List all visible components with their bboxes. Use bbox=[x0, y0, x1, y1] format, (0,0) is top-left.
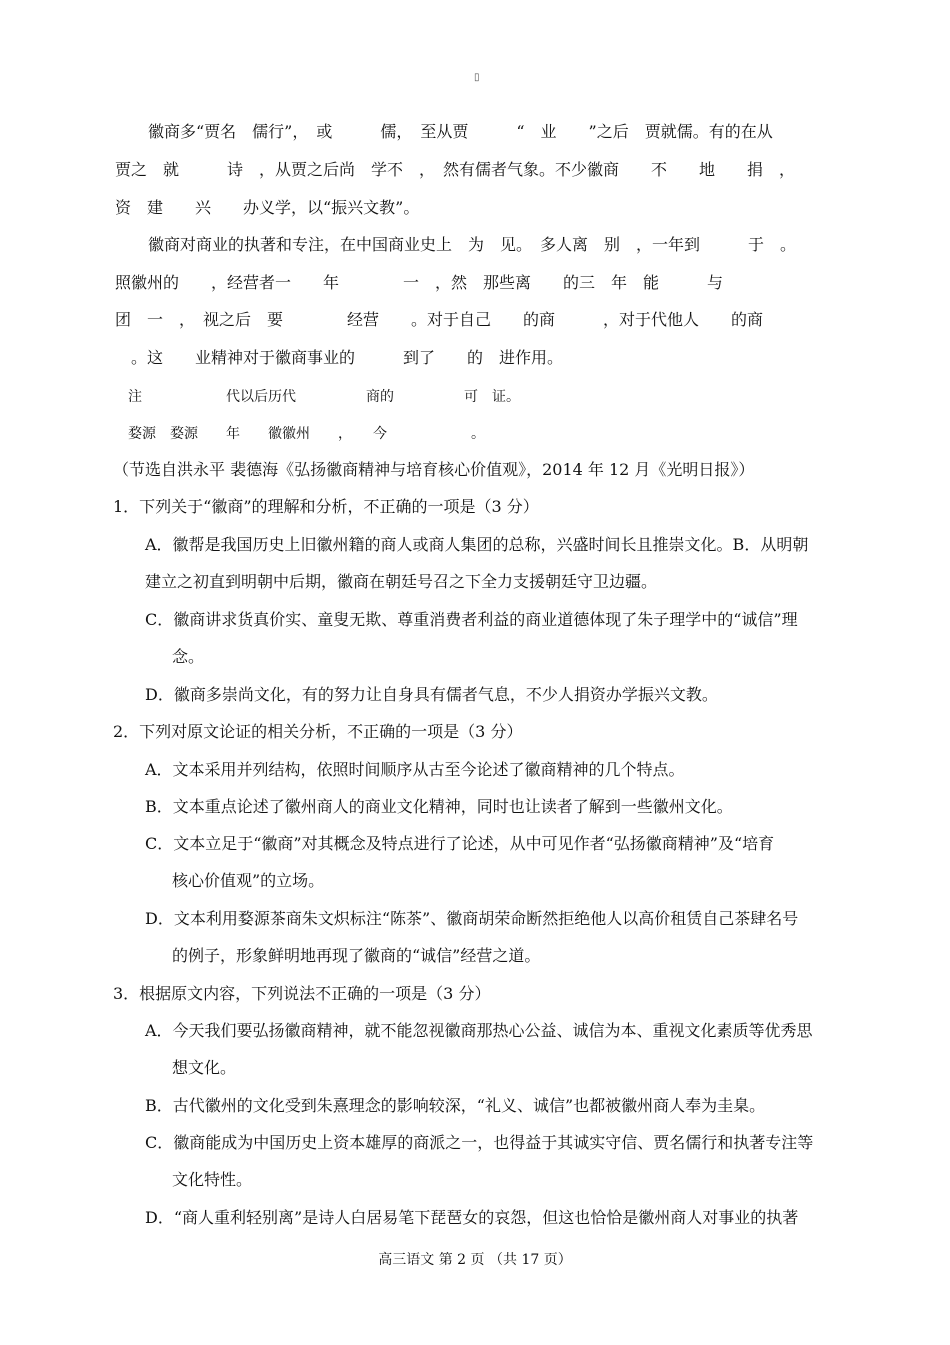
question-1-line: D．徽商多崇尚文化，有的努力让自身具有儒者气息，不少人捐资办学振兴文教。 bbox=[145, 685, 718, 704]
question-1-stem: 1．下列关于“徽商”的理解和分析，不正确的一项是（3 分） bbox=[113, 497, 539, 516]
question-3-line: A．今天我们要弘扬徽商精神，就不能忽视徽商那热心公益、诚信为本、重视文化素质等优秀思 bbox=[145, 1021, 813, 1040]
question-3-line: C．徽商能成为中国历史上资本雄厚的商派之一，也得益于其诚实守信、贾名儒行和执著专注等 bbox=[145, 1133, 814, 1152]
passage-para1-line1: 徽商多“贾名 儒行”， 或 儒， 至从贾 “ 业 ”之后 贾就儒。有的在从 bbox=[148, 122, 773, 141]
question-2-line: 核心价值观”的立场。 bbox=[172, 871, 325, 890]
question-2-line: A．文本采用并列结构，依照时间顺序从古至今论述了徽商精神的几个特点。 bbox=[145, 760, 685, 779]
passage-para1-line3: 资 建 兴 办义学，以“振兴文教”。 bbox=[115, 198, 420, 217]
note-2: 婺源 婺源 年 徽徽州 ， 今 。 bbox=[128, 426, 485, 442]
question-2-stem: 2．下列对原文论证的相关分析，不正确的一项是（3 分） bbox=[113, 722, 523, 741]
question-2-line: C．文本立足于“徽商”对其概念及特点进行了论述，从中可见作者“弘扬徽商精神”及“培育 bbox=[145, 834, 775, 853]
question-2-line: 的例子，形象鲜明地再现了徽商的“诚信”经营之道。 bbox=[172, 946, 541, 965]
question-1-line: A．徽帮是我国历史上旧徽州籍的商人或商人集团的总称，兴盛时间长且推崇文化。B．从明朝 bbox=[145, 535, 809, 554]
passage-para2-line1: 徽商对商业的执著和专注，在中国商业史上 为 见。 多人离 别 ，一年到 于 。 bbox=[148, 235, 797, 254]
passage-para1-line2: 贾之 就 诗 ，从贾之后尚 学不 ， 然有儒者气象。不少徽商 不 地 捐 ， bbox=[115, 160, 796, 179]
passage-source: （节选自洪永平 裴德海《弘扬徽商精神与培育核心价值观》，2014 年 12 月《光明日报》） bbox=[113, 460, 755, 479]
note-1: 注 代以后历代 商的 可 证。 bbox=[128, 389, 520, 405]
header-mark: ▯ bbox=[474, 72, 480, 83]
question-2-line: D．文本利用婺源茶商朱文炽标注“陈茶”、徽商胡荣命断然拒绝他人以高价租赁自己茶肆名号 bbox=[145, 909, 799, 928]
page-footer: 高三语文 第 2 页 （共 17 页） bbox=[378, 1252, 572, 1268]
question-1-line: 建立之初直到明朝中后期，徽商在朝廷号召之下全力支援朝廷守卫边疆。 bbox=[145, 572, 658, 591]
question-3-line: D．“商人重利轻别离”是诗人白居易笔下琵琶女的哀怨，但这也恰恰是徽州商人对事业的执著 bbox=[145, 1208, 799, 1227]
passage-para2-line4: 。这 业精神对于徽商事业的 到了 的 进作用。 bbox=[115, 348, 564, 367]
passage-para2-line3: 团 一 ， 视之后 要 经营 。对于自己 的商 ，对于代他人 的商 bbox=[115, 310, 764, 329]
question-3-stem: 3．根据原文内容，下列说法不正确的一项是（3 分） bbox=[113, 984, 491, 1003]
passage-para2-line2: 照徽州的 ，经营者一 年 一 ，然 那些离 的三 年 能 与 bbox=[115, 273, 724, 292]
question-3-line: 文化特性。 bbox=[172, 1170, 253, 1189]
question-1-line: C．徽商讲求货真价实、童叟无欺、尊重消费者利益的商业道德体现了朱子理学中的“诚信”理 bbox=[145, 610, 798, 629]
question-2-line: B．文本重点论述了徽州商人的商业文化精神，同时也让读者了解到一些徽州文化。 bbox=[145, 797, 733, 816]
question-1-line: 念。 bbox=[172, 647, 205, 666]
question-3-line: 想文化。 bbox=[172, 1058, 237, 1077]
question-3-line: B．古代徽州的文化受到朱熹理念的影响较深，“礼义、诚信”也都被徽州商人奉为圭臬。 bbox=[145, 1096, 766, 1115]
